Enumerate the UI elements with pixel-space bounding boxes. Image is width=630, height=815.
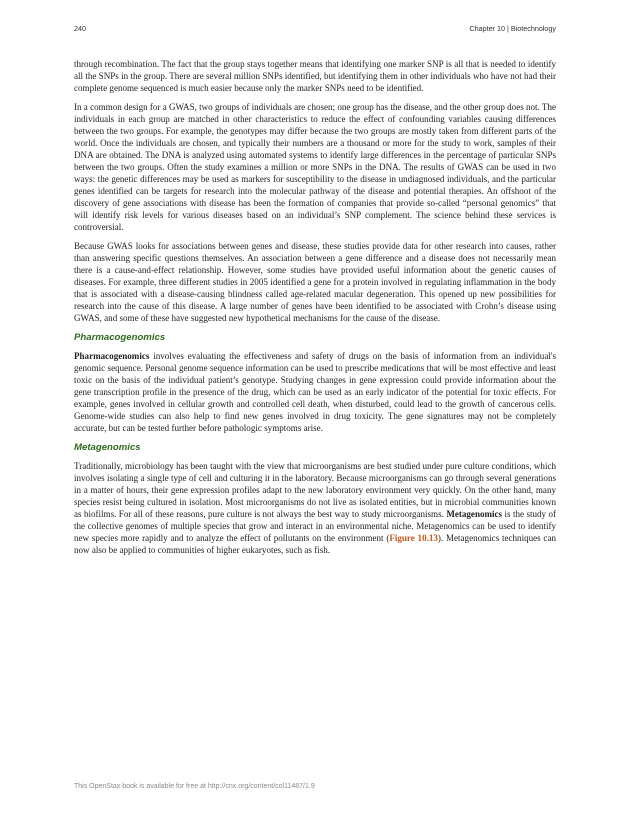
paragraph-snp-groups: through recombination. The fact that the group stays together means that identifying one marker SNP is all that is needed to identify all the SNPs in the group. There are several million SNPs identified, but identifying them in other individuals who have not had their complete genome sequenced is much easier because only the marker SNPs need to be identified. (74, 59, 556, 93)
body-content (74, 58, 556, 563)
paragraph-pharmacogenomics (74, 350, 556, 434)
paragraph-metagenomics (74, 460, 556, 556)
paragraph-gwas-design: In a common design for a GWAS, two groups of individuals are chosen; one group has the disease, and the other group does not. The individuals in each group are matched in other characteristics to reduce the effect of confounding variables causing differences between the two groups. For example, the genotypes may differ because the two groups are mostly taken from different parts of the world. Once the individuals are chosen, and typically their numbers are a thousand or more for the study to work, samples of their DNA are obtained. The DNA is analyzed using automated systems to identify large differences in the percentage of particular SNPs between the two groups. Often the study examines a million or more SNPs in the DNA. The results of GWAS can be used in two ways: the genetic differences may be used as markers for susceptibility to the disease in undiagnosed individuals, and the particular genes identified can be targets for research into the molecular pathway of the disease and potential therapies. An offshoot of the discovery of gene associations with disease has been the formation of companies that provide so-called “personal genomics” that will identify risk levels for various diseases based on an individual’s SNP complement. The science behind these services is controversial. (74, 102, 556, 232)
section-heading-metagenomics: Metagenomics (74, 442, 141, 453)
footer-availability-note: This OpenStax book is available for free at http://cnx.org/content/col11487/1.9 (74, 783, 315, 790)
page-number: 240 (74, 24, 86, 33)
chapter-title: Chapter 10 | Biotechnology (469, 24, 556, 33)
term-metagenomics: Metagenomics (446, 509, 503, 519)
figure-link[interactable]: Figure 10.13 (389, 533, 438, 543)
section-heading-pharmacogenomics: Pharmacogenomics (74, 332, 166, 343)
term-pharmacogenomics: Pharmacogenomics (74, 351, 150, 361)
paragraph-gwas-associations: Because GWAS looks for associations between genes and disease, these studies provide data for other research into causes, rather than answering specific questions themselves. An association between a gene difference and a disease does not necessarily mean there is a cause-and-effect relationship. However, some studies have provided useful information about the genetic causes of diseases. For example, three different studies in 2005 identified a gene for a protein involved in regulating inflammation in the body that is associated with a disease-causing blindness called age-related macular degeneration. This opened up new possibilities for research into the cause of this disease. A large number of genes have been identified to be associated with Crohn’s disease using GWAS, and some of these have suggested new hypothetical mechanisms for the cause of the disease. (74, 241, 556, 323)
pharmacogenomics-text: involves evaluating the effectiveness and safety of drugs on the basis of information from an individual's genomic sequence. Personal genome sequence information can be used to prescribe medications that will be most effective and least toxic on the basis of the individual patient’s genotype. Studying changes in gene expression could provide information about the gene transcription profile in the presence of the drug, which can be used as an early indicator of the potential for toxic effects. For example, genes involved in cellular growth and controlled cell death, when disturbed, could lead to the growth of cancerous cells. Genome-wide studies can also help to find new genes involved in drug toxicity. The gene signatures may not be completely accurate, but can be tested further before pathologic symptoms arise. (74, 351, 556, 433)
metagenomics-text-middle: is the study of the collective genomes of multiple species that grow and interact in an environmental niche. Metagenomics can be used to identify new species more rapidly and to analyze the effect of pollutants on the environment ( (74, 509, 557, 543)
metagenomics-text-after: ). Metagenomics techniques can now also be applied to communities of higher eukaryotes, such as fish. (74, 533, 556, 555)
metagenomics-text-before: Traditionally, microbiology has been taught with the view that microorganisms are best studied under pure culture conditions, which involves isolating a single type of cell and culturing it in the laboratory. Because microorganisms can go through several generations in a matter of hours, their gene expression profiles adapt to the new laboratory environment very quickly. On the other hand, many species resist being cultured in isolation. Most microorganisms do not live as isolated entities, but in microbial communities known as biofilms. For all of these reasons, pure culture is not always the best way to study microorganisms. (74, 461, 556, 519)
